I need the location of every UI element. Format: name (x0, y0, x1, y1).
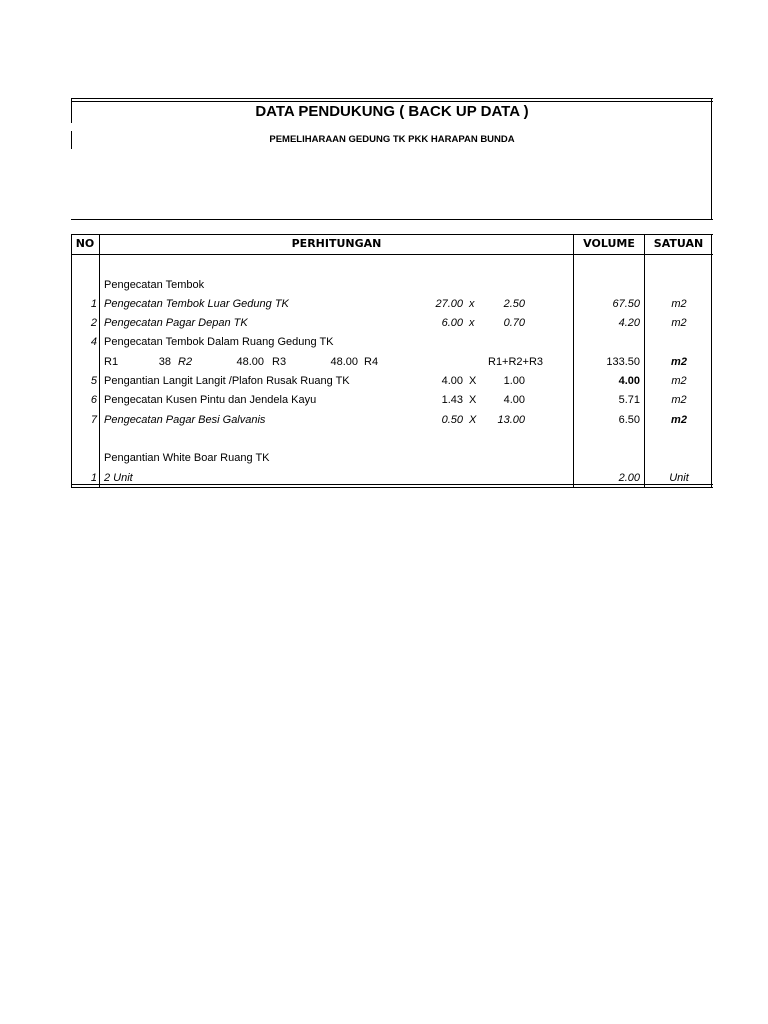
row-factor-b: 1.00 (503, 375, 525, 387)
row-factor-a: 6.00 (441, 317, 463, 329)
row-description: Pengecatan Tembok (104, 279, 205, 291)
row-description: Pengecatan Kusen Pintu dan Jendela Kayu (104, 394, 317, 406)
header-no: NO (75, 237, 95, 250)
row-operator: x (469, 317, 475, 329)
top-border-inner (71, 101, 713, 102)
room-r1-label: R1 (104, 356, 119, 368)
row-operator: X (469, 414, 477, 426)
row-number: 5 (90, 375, 97, 387)
row-unit: m2 (671, 394, 687, 406)
row-number: 6 (90, 394, 97, 406)
table-row (71, 470, 713, 489)
row-unit: m2 (671, 375, 687, 387)
table-row (71, 334, 713, 353)
table-row (71, 277, 713, 296)
row-volume: 5.71 (618, 394, 640, 406)
row-unit: Unit (669, 472, 689, 484)
room-r4-label: R4 (364, 356, 379, 368)
row-description: Pengecatan Pagar Besi Galvanis (104, 414, 266, 426)
document-title: DATA PENDUKUNG ( BACK UP DATA ) (255, 103, 529, 120)
room-r3-label: R3 (272, 356, 287, 368)
row-description: Pengantian White Boar Ruang TK (104, 452, 270, 464)
row-factor-b: 2.50 (503, 298, 525, 310)
row-volume: 133.50 (606, 356, 640, 368)
row-description: Pengecatan Tembok Luar Gedung TK (104, 298, 289, 310)
row-unit: m2 (671, 298, 687, 310)
row-unit: m2 (671, 317, 687, 329)
header-separator (71, 219, 713, 220)
table-row (71, 315, 713, 334)
table-top-line (71, 234, 713, 235)
row-volume: 2.00 (618, 472, 640, 484)
table-row (71, 296, 713, 315)
row-number: 4 (90, 336, 97, 348)
backup-data-sheet (71, 98, 713, 488)
row-factor-b: 0.70 (503, 317, 525, 329)
row-number: 2 (90, 317, 97, 329)
row-factor-a: 1.43 (441, 394, 463, 406)
header-perhitungan: PERHITUNGAN (291, 237, 382, 250)
table-row (71, 392, 713, 411)
row-factor-b: 4.00 (503, 394, 525, 406)
row-volume: 4.00 (618, 375, 640, 387)
row-factor-a: 27.00 (435, 298, 463, 310)
room-r2-label: R2 (178, 356, 193, 368)
row-volume: 67.50 (612, 298, 640, 310)
room-r3-value: 48.00 (330, 356, 358, 368)
row-description: Pengecatan Tembok Dalam Ruang Gedung TK (104, 336, 334, 348)
table-row (71, 373, 713, 392)
row-description: 2 Unit (104, 472, 133, 484)
header-satuan: SATUAN (653, 237, 704, 250)
room-r1-value: 38 (158, 356, 171, 368)
header-volume: VOLUME (583, 237, 635, 250)
row-factor-b: 13.00 (497, 414, 525, 426)
row-operator: X (469, 394, 477, 406)
room-formula: R1+R2+R3 (488, 356, 544, 368)
top-border-outer (71, 98, 713, 99)
row-number: 1 (90, 298, 97, 310)
row-description: Pengecatan Pagar Depan TK (104, 317, 248, 329)
row-factor-a: 4.00 (441, 375, 463, 387)
row-operator: x (469, 298, 475, 310)
document-subtitle: PEMELIHARAAN GEDUNG TK PKK HARAPAN BUNDA (269, 134, 515, 145)
row-factor-a: 0.50 (441, 414, 463, 426)
row-description: Pengantian Langit Langit /Plafon Rusak Ruang TK (104, 375, 350, 387)
row-number: 1 (90, 472, 97, 484)
table-row (71, 412, 713, 431)
row-volume: 4.20 (618, 317, 640, 329)
row-volume: 6.50 (618, 414, 640, 426)
row-unit: m2 (671, 414, 687, 426)
table-header-bottom-line (71, 254, 713, 255)
row-operator: X (469, 375, 477, 387)
table-row-room-breakdown (71, 354, 713, 373)
row-number: 7 (90, 414, 97, 426)
room-r2-value: 48.00 (236, 356, 264, 368)
table-row (71, 450, 713, 469)
row-unit: m2 (671, 356, 687, 368)
